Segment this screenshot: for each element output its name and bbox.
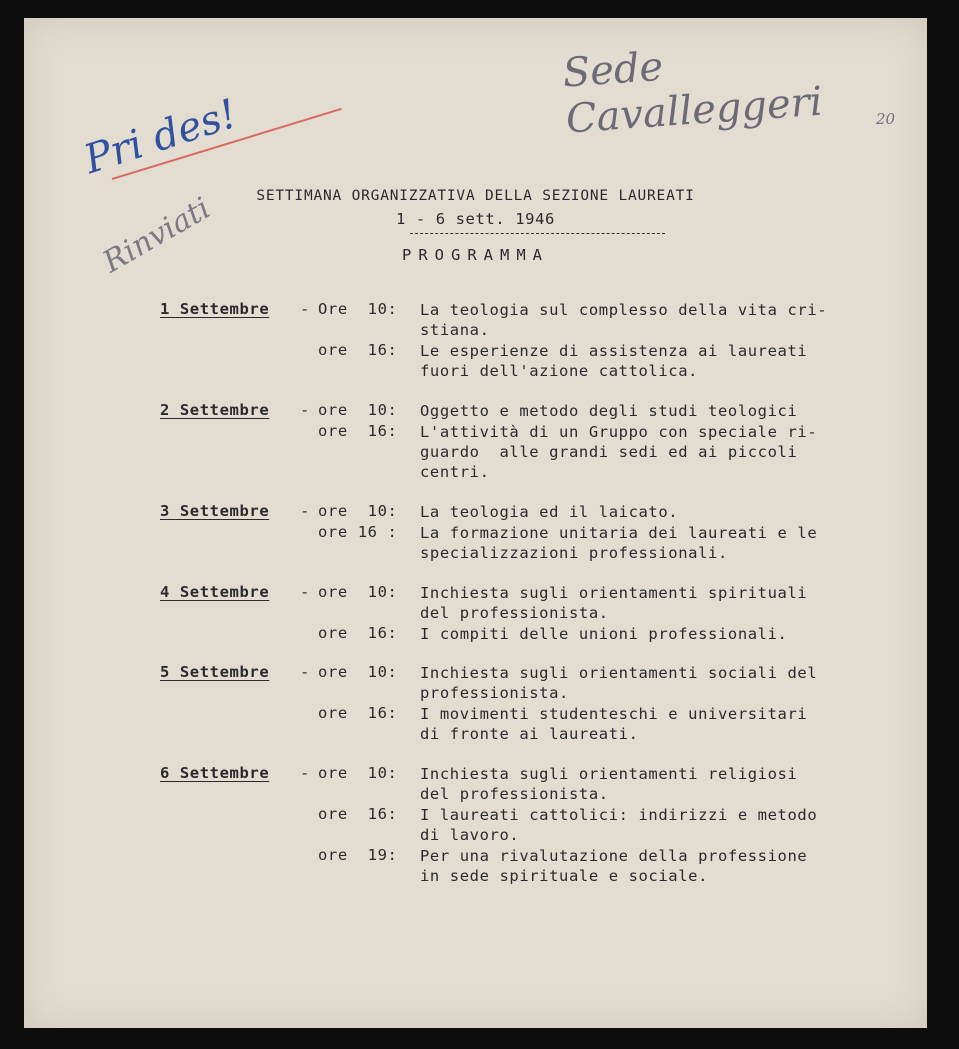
title-divider [410, 233, 665, 234]
topic-line: di lavoro. [420, 826, 520, 844]
schedule-day: 6 Settembre [160, 764, 270, 782]
handwritten-page-number: 20 [876, 110, 896, 128]
session-topic [420, 624, 787, 644]
handwritten-blue-note: Pri des! [78, 90, 243, 184]
session-time: ore 10: [318, 663, 398, 681]
topic-line: La formazione unitaria dei laureati e le [420, 524, 818, 542]
handwritten-location-note: Sede Cavalleggeri [561, 43, 824, 143]
topic-line: Inchiesta sugli orientamenti spirituali [420, 584, 808, 602]
topic-line: La teologia ed il laicato. [420, 503, 679, 521]
schedule-day: 4 Settembre [160, 583, 270, 601]
topic-line: Le esperienze di assistenza ai laureati [420, 342, 808, 360]
topic-line: Oggetto e metodo degli studi teologici [420, 402, 798, 420]
session-time: ore 16: [318, 422, 398, 440]
topic-line: Inchiesta sugli orientamenti religiosi [420, 765, 798, 783]
session-topic [420, 401, 797, 421]
topic-line: I compiti delle unioni professionali. [420, 625, 788, 643]
topic-line: stiana. [420, 321, 490, 339]
programme-heading: PROGRAMMA [402, 246, 549, 264]
topic-line: L'attività di un Gruppo con speciale ri- [420, 423, 818, 441]
session-time: ore 10: [318, 583, 398, 601]
topic-line: professionista. [420, 684, 569, 702]
session-topic [420, 846, 807, 886]
topic-line: fuori dell'azione cattolica. [420, 362, 699, 380]
schedule-day: 1 Settembre [160, 300, 270, 318]
document-dates: 1 - 6 sett. 1946 [396, 210, 555, 228]
day-dash: - [300, 583, 310, 601]
day-dash: - [300, 663, 310, 681]
topic-line: guardo alle grandi sedi ed ai piccoli [420, 443, 798, 461]
topic-line: La teologia sul complesso della vita cri- [420, 301, 828, 319]
session-topic [420, 502, 678, 522]
session-topic [420, 764, 797, 804]
topic-line: specializzazioni professionali. [420, 544, 728, 562]
session-time: ore 16: [318, 341, 398, 359]
topic-line: I laureati cattolici: indirizzi e metodo [420, 806, 818, 824]
topic-line: del professionista. [420, 604, 609, 622]
session-topic [420, 422, 817, 482]
day-dash: - [300, 401, 310, 419]
session-time: ore 16 : [318, 523, 398, 541]
day-dash: - [300, 502, 310, 520]
session-topic [420, 805, 817, 845]
day-dash: - [300, 300, 310, 318]
topic-line: centri. [420, 463, 490, 481]
handwritten-pencil-note: Rinviati [97, 190, 217, 281]
session-time: ore 16: [318, 805, 398, 823]
topic-line: del professionista. [420, 785, 609, 803]
document-page [24, 18, 927, 1028]
topic-line: in sede spirituale e sociale. [420, 867, 709, 885]
document-title: SETTIMANA ORGANIZZATIVA DELLA SEZIONE LAUREATI [256, 188, 695, 204]
session-time: ore 19: [318, 846, 398, 864]
schedule-day: 5 Settembre [160, 663, 270, 681]
session-topic [420, 341, 807, 381]
session-topic [420, 663, 817, 703]
session-time: ore 10: [318, 764, 398, 782]
session-time: ore 10: [318, 401, 398, 419]
session-time: ore 16: [318, 704, 398, 722]
topic-line: Inchiesta sugli orientamenti sociali del [420, 664, 818, 682]
topic-line: I movimenti studenteschi e universitari [420, 705, 808, 723]
schedule-day: 3 Settembre [160, 502, 270, 520]
topic-line: Per una rivalutazione della professione [420, 847, 808, 865]
session-topic [420, 523, 817, 563]
schedule-day: 2 Settembre [160, 401, 270, 419]
session-topic [420, 583, 807, 623]
day-dash: - [300, 764, 310, 782]
topic-line: di fronte ai laureati. [420, 725, 639, 743]
session-topic [420, 300, 827, 340]
session-time: ore 10: [318, 502, 398, 520]
session-topic [420, 704, 807, 744]
session-time: Ore 10: [318, 300, 398, 318]
session-time: ore 16: [318, 624, 398, 642]
